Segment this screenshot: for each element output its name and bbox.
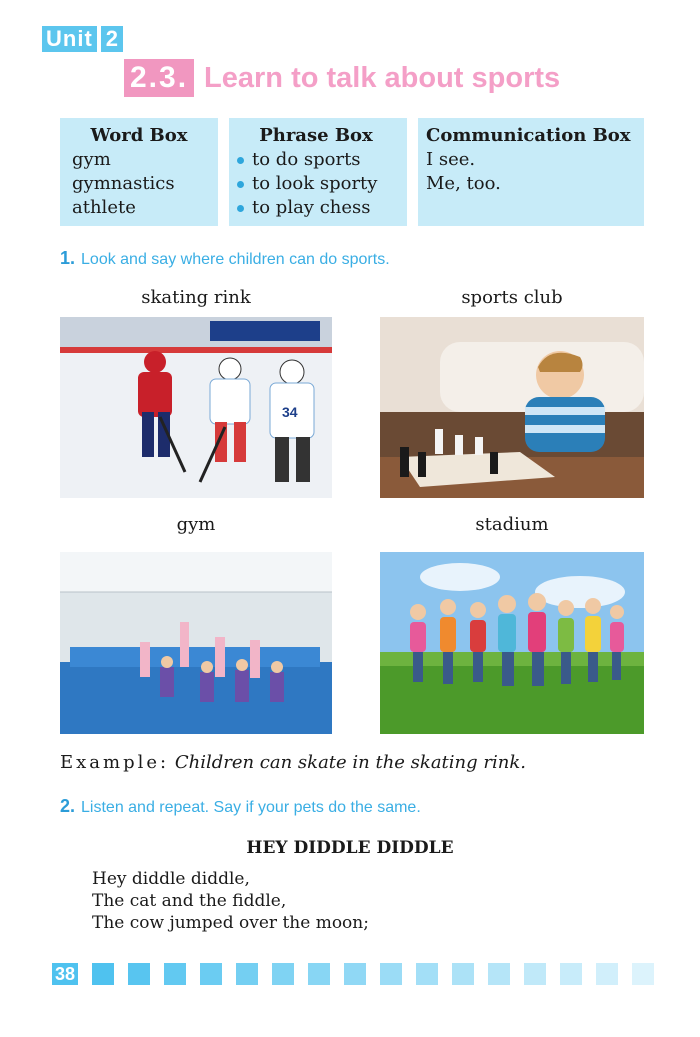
poem-line: The cow jumped over the moon; xyxy=(92,913,369,933)
running-children-photo xyxy=(380,552,644,734)
footer-square xyxy=(632,963,654,985)
caption-stadium: stadium xyxy=(475,514,549,535)
communication-box-title: Communication Box xyxy=(426,125,631,146)
task-1-number: 1. xyxy=(60,248,76,268)
bullet-icon xyxy=(237,205,244,212)
page-footer xyxy=(52,962,668,986)
word-box-item: athlete xyxy=(72,197,136,218)
lesson-title xyxy=(124,58,560,98)
footer-square xyxy=(272,963,294,985)
footer-square xyxy=(524,963,546,985)
caption-skating-rink: skating rink xyxy=(141,287,251,308)
phrase-box-item xyxy=(237,148,395,172)
footer-square xyxy=(344,963,366,985)
unit-word: Unit xyxy=(42,26,97,52)
poem-line: The cat and the fiddle, xyxy=(92,891,287,911)
word-box xyxy=(60,118,218,226)
phrase-box-title: Phrase Box xyxy=(259,125,373,146)
footer-square xyxy=(92,963,114,985)
task-2-text: Listen and repeat. Say if your pets do the same. xyxy=(81,799,421,816)
footer-squares xyxy=(92,963,668,985)
poem-line: Hey diddle diddle, xyxy=(92,869,250,889)
bullet-icon xyxy=(237,157,244,164)
task-1 xyxy=(60,248,390,269)
phrase-box-list xyxy=(237,148,395,220)
caption-sports-club: sports club xyxy=(461,287,563,308)
phrase-text: to do sports xyxy=(252,149,361,170)
footer-square xyxy=(128,963,150,985)
bullet-icon xyxy=(237,181,244,188)
phrase-box-item xyxy=(237,196,395,220)
example-label: Example: xyxy=(60,752,170,773)
gymnastics-photo xyxy=(60,552,332,734)
phrase-text: to play chess xyxy=(252,197,371,218)
communication-box xyxy=(418,118,644,226)
caption-gym: gym xyxy=(176,514,216,535)
poem-body xyxy=(92,868,369,934)
page-number: 38 xyxy=(52,963,78,985)
unit-label xyxy=(42,26,123,52)
footer-square xyxy=(596,963,618,985)
lesson-heading: Learn to talk about sports xyxy=(204,61,561,94)
phrase-text: to look sporty xyxy=(252,173,378,194)
poem-title: HEY DIDDLE DIDDLE xyxy=(246,838,454,858)
word-box-title: Word Box xyxy=(90,125,188,146)
footer-square xyxy=(488,963,510,985)
phrase-box xyxy=(229,118,407,226)
phrase-box-item xyxy=(237,172,395,196)
task-2-number: 2. xyxy=(60,796,76,816)
footer-square xyxy=(416,963,438,985)
communication-box-item: Me, too. xyxy=(426,173,501,194)
chess-boy-photo xyxy=(380,317,644,498)
task-1-text: Look and say where children can do sports. xyxy=(81,251,390,268)
word-box-item: gymnastics xyxy=(72,173,175,194)
lesson-number: 2.3. xyxy=(124,59,194,97)
hockey-players-photo xyxy=(60,317,332,498)
communication-box-item: I see. xyxy=(426,149,476,170)
footer-square xyxy=(452,963,474,985)
footer-square xyxy=(560,963,582,985)
task-2 xyxy=(60,796,421,817)
example-sentence xyxy=(60,752,526,773)
footer-square xyxy=(236,963,258,985)
example-text: Children can skate in the skating rink. xyxy=(174,752,526,773)
footer-square xyxy=(380,963,402,985)
svg-text:34: 34 xyxy=(282,404,298,420)
unit-number: 2 xyxy=(101,26,123,52)
footer-square xyxy=(200,963,222,985)
footer-square xyxy=(164,963,186,985)
word-box-item: gym xyxy=(72,149,111,170)
footer-square xyxy=(308,963,330,985)
